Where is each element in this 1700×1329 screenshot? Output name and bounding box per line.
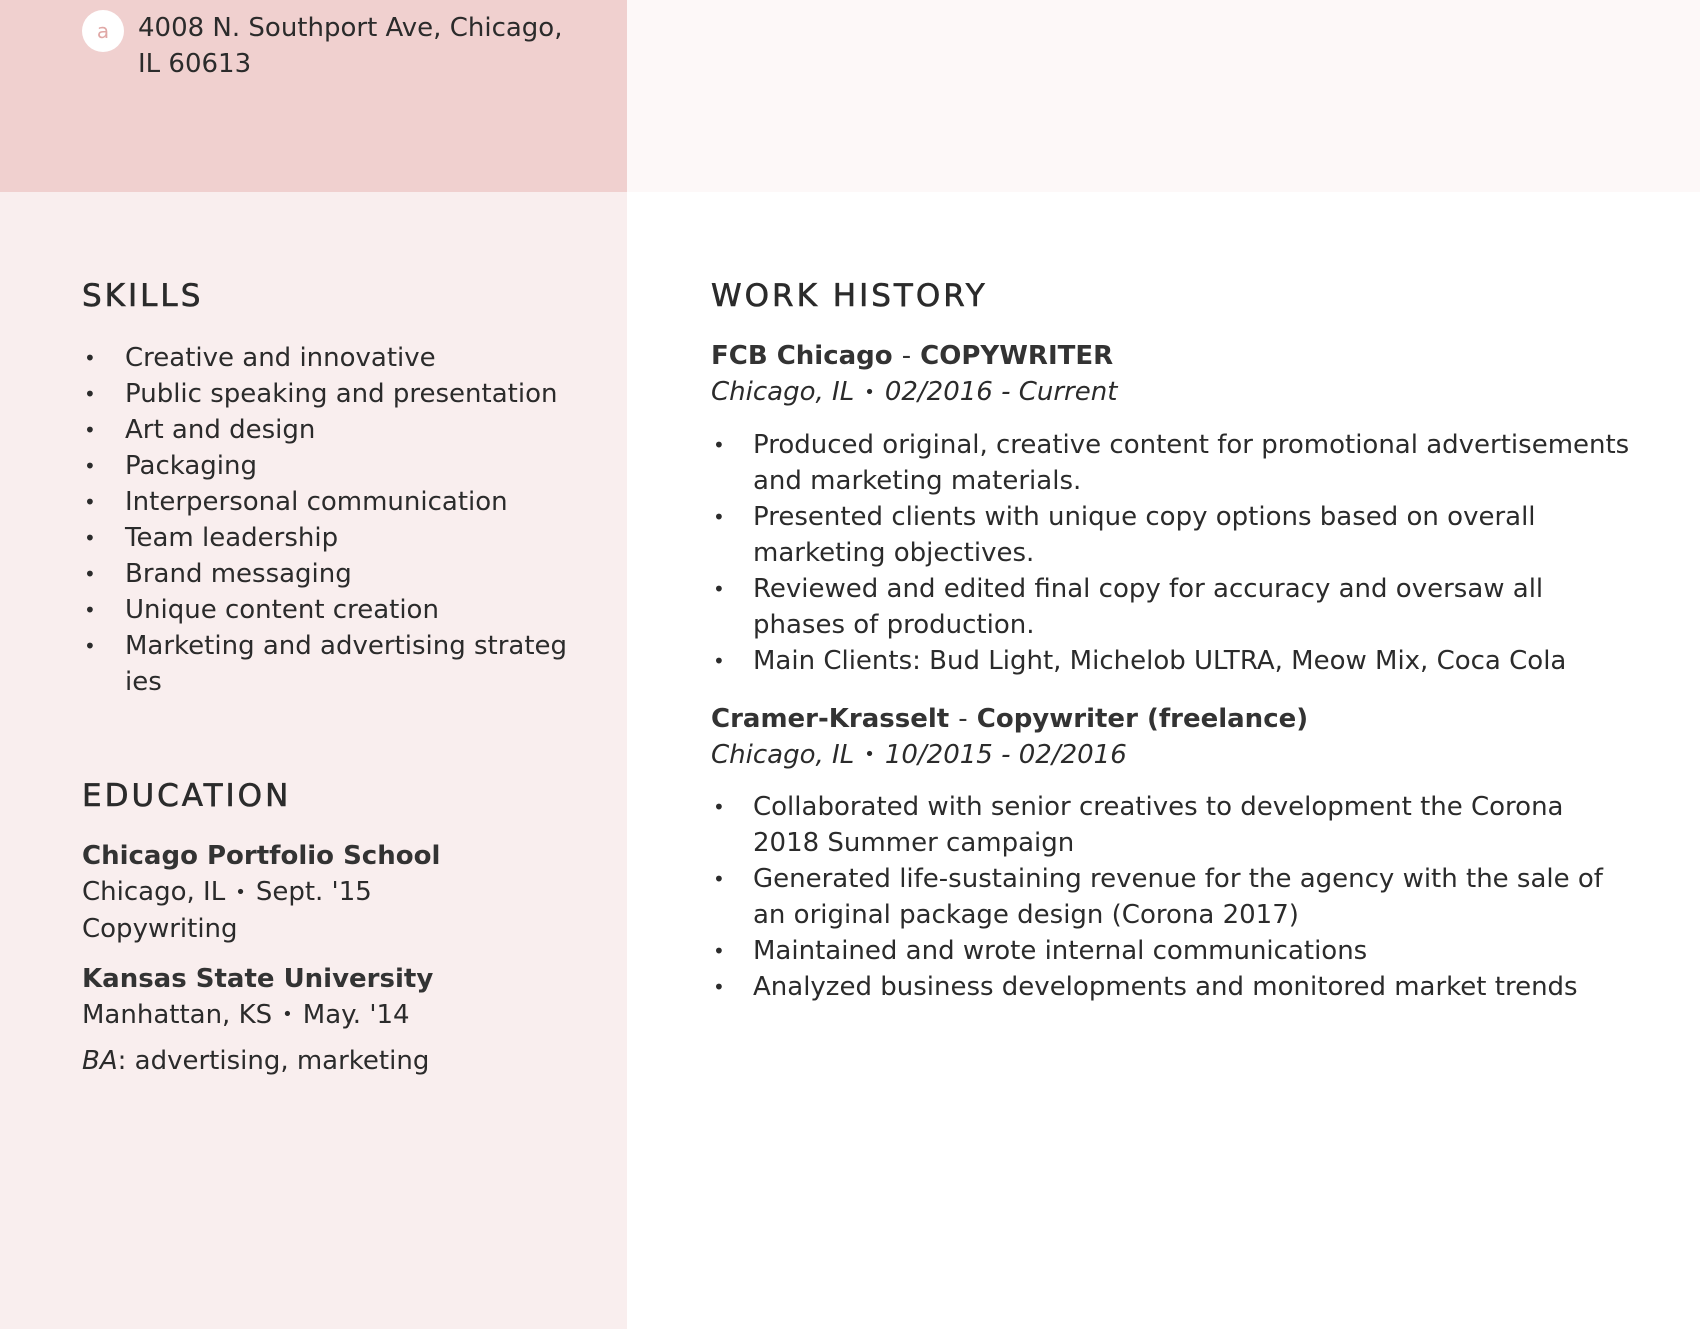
job-bullet — [711, 789, 1631, 861]
job-bullet-text: Presented clients with unique copy options based on overall marketing objectives. — [753, 501, 1536, 568]
skills-section — [82, 278, 582, 700]
address-line-1: 4008 N. Southport Ave, Chicago, — [138, 13, 563, 43]
job-title — [711, 338, 1631, 374]
job-bullet-text: Generated life-sustaining revenue for the agency with the sale of an original package design (Corona 2017) — [753, 864, 1603, 930]
address-icon: a — [82, 10, 124, 52]
job-bullet-text: Analyzed business developments and monitored market trends — [753, 972, 1578, 1002]
main-header-block — [627, 0, 1700, 192]
school-field: Copywriting — [82, 913, 238, 944]
degree-detail: : advertising, marketing — [117, 1046, 430, 1076]
skill-label: Art and design — [125, 415, 316, 445]
bullet-icon: • — [84, 526, 96, 550]
school-name: Kansas State University — [82, 963, 434, 994]
job-bullet-text: Main Clients: Bud Light, Michelob ULTRA, Meow Mix, Coca Cola — [753, 645, 1567, 676]
skill-label: Brand messaging — [125, 559, 352, 589]
separator-dot-icon: • — [864, 744, 875, 765]
education-entry — [82, 838, 582, 947]
school-date: May. '14 — [302, 999, 410, 1030]
skill-label: Team leadership — [125, 523, 339, 553]
bullet-icon: • — [84, 598, 96, 622]
skill-label: Creative and innovative — [125, 343, 436, 373]
contact-address — [82, 10, 568, 82]
separator-dot-icon: • — [282, 1004, 293, 1025]
bullet-icon: • — [84, 418, 96, 442]
job-meta — [711, 374, 1631, 411]
school-meta — [82, 874, 582, 911]
job-dates: 02/2016 - Current — [884, 377, 1118, 407]
job-bullet-text: Produced original, creative content for promotional advertisements and marketing materials. — [753, 429, 1630, 496]
school-date: Sept. '15 — [255, 877, 372, 907]
address-text — [138, 10, 568, 82]
job-company: Cramer-Krasselt — [711, 703, 950, 734]
school-location: Chicago, IL — [82, 877, 226, 907]
job-company: FCB Chicago — [711, 341, 893, 371]
job-bullet-text: Collaborated with senior creatives to development the Corona 2018 Summer campaign — [753, 792, 1564, 858]
job-entry — [711, 701, 1631, 1006]
school-location: Manhattan, KS — [82, 999, 273, 1030]
job-title-separator: - — [901, 341, 912, 371]
bullet-icon: • — [713, 432, 725, 457]
skill-item — [82, 340, 582, 376]
school-degree — [82, 1043, 582, 1079]
school-meta — [82, 997, 582, 1034]
education-heading: EDUCATION — [82, 778, 292, 814]
address-line-2: IL 60613 — [138, 49, 252, 79]
separator-dot-icon: • — [864, 381, 875, 403]
skill-item — [82, 412, 582, 448]
job-bullet-text: Maintained and wrote internal communications — [753, 936, 1368, 966]
bullet-icon: • — [84, 346, 96, 370]
job-bullet-text: Reviewed and edited final copy for accuracy and oversaw all phases of production. — [753, 573, 1544, 640]
bullet-icon: • — [713, 795, 725, 819]
work-history-section — [711, 278, 1631, 1005]
job-title-separator: - — [958, 703, 968, 734]
bullet-icon: • — [713, 504, 725, 529]
bullet-icon: • — [713, 867, 725, 891]
bullet-icon: • — [713, 576, 725, 601]
bullet-icon: • — [84, 634, 96, 658]
job-bullets — [711, 789, 1631, 1005]
job-role: Copywriter (freelance) — [976, 703, 1309, 734]
bullet-icon: • — [84, 454, 96, 478]
job-bullets — [711, 427, 1631, 679]
skill-item — [82, 484, 582, 520]
job-bullet — [711, 969, 1631, 1005]
bullet-icon: • — [713, 939, 725, 963]
job-bullet — [711, 643, 1631, 679]
job-role: COPYWRITER — [920, 341, 1114, 371]
skills-heading: SKILLS — [82, 278, 204, 314]
skill-item — [82, 556, 582, 592]
job-bullet — [711, 861, 1631, 933]
job-bullet — [711, 427, 1631, 499]
bullet-icon: • — [84, 562, 96, 586]
skill-item — [82, 592, 582, 628]
job-bullet — [711, 499, 1631, 571]
bullet-icon: • — [713, 648, 725, 673]
work-history-heading: WORK HISTORY — [711, 278, 988, 314]
education-section — [82, 778, 582, 1079]
skill-label: Interpersonal communication — [125, 487, 508, 517]
skill-item — [82, 448, 582, 484]
skill-label: Packaging — [125, 451, 257, 481]
skill-item — [82, 376, 582, 412]
separator-dot-icon: • — [235, 881, 246, 903]
education-entry — [82, 961, 582, 1080]
bullet-icon: • — [84, 382, 96, 406]
skill-label: Marketing and advertising strateg ies — [125, 631, 568, 697]
skills-list — [82, 340, 582, 700]
job-location: Chicago, IL — [711, 739, 855, 770]
bullet-icon: • — [84, 490, 96, 514]
bullet-icon: • — [713, 975, 725, 999]
school-name: Chicago Portfolio School — [82, 841, 441, 871]
skill-item — [82, 520, 582, 556]
job-bullet — [711, 933, 1631, 969]
skill-label: Public speaking and presentation — [125, 379, 558, 409]
skill-label: Unique content creation — [125, 595, 439, 625]
job-dates: 10/2015 - 02/2016 — [884, 739, 1127, 770]
job-entry — [711, 338, 1631, 679]
degree-abbr: BA — [82, 1046, 118, 1076]
skill-item — [82, 628, 582, 700]
job-title — [711, 701, 1631, 737]
job-meta — [711, 737, 1631, 774]
job-bullet — [711, 571, 1631, 643]
job-location: Chicago, IL — [711, 377, 855, 407]
